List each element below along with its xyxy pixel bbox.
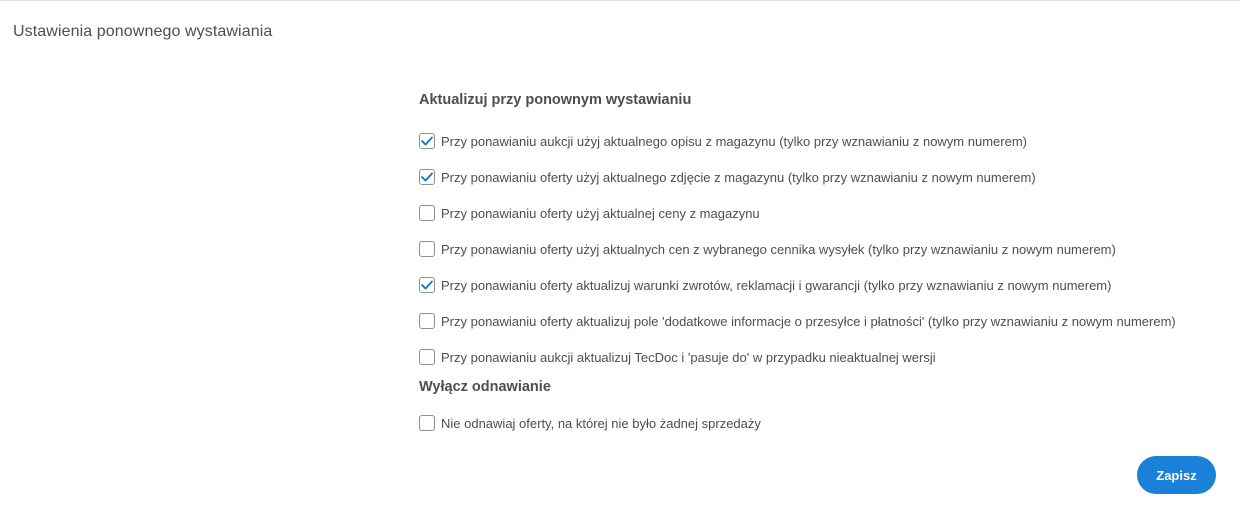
update-section-header: [419, 92, 1219, 108]
option-label: Przy ponawianiu oferty aktualizuj pole 'dodatkowe informacje o przesyłce i płatności' (tylko przy wznawianiu z nowym numerem): [441, 313, 1176, 329]
option-no-renew-without-sales[interactable]: [419, 405, 1219, 441]
option-label: Przy ponawianiu oferty użyj aktualnego zdjęcie z magazynu (tylko przy wznawianiu z nowym numerem): [441, 169, 1036, 185]
option-label: Przy ponawianiu aukcji aktualizuj TecDoc i 'pasuje do' w przypadku nieaktualnej wersji: [441, 349, 936, 365]
checkbox-no-renew-without-sales[interactable]: [419, 415, 435, 431]
option-update-price[interactable]: [419, 195, 1219, 231]
option-label: Nie odnawiaj oferty, na której nie było żadnej sprzedaży: [441, 415, 761, 431]
disable-section-title: Wyłącz odnawianie: [419, 379, 551, 395]
option-update-additional-info[interactable]: [419, 303, 1219, 339]
update-section-title: Aktualizuj przy ponownym wystawianiu: [419, 92, 692, 108]
option-label: Przy ponawianiu oferty aktualizuj warunki zwrotów, reklamacji i gwarancji (tylko przy wznawianiu z nowym numerem): [441, 277, 1112, 293]
checkbox-update-image[interactable]: [419, 169, 435, 185]
option-update-shipping-prices[interactable]: [419, 231, 1219, 267]
check-icon: [421, 172, 433, 182]
checkbox-update-tecdoc[interactable]: [419, 349, 435, 365]
save-button[interactable]: Zapisz: [1137, 456, 1216, 494]
page-title: Ustawienia ponownego wystawiania: [13, 23, 273, 40]
option-update-image[interactable]: [419, 159, 1219, 195]
checkbox-update-description[interactable]: [419, 133, 435, 149]
option-update-description[interactable]: [419, 123, 1219, 159]
check-icon: [421, 280, 433, 290]
option-label: Przy ponawianiu oferty użyj aktualnych cen z wybranego cennika wysyłek (tylko przy wznawianiu z nowym numerem): [441, 241, 1116, 257]
disable-section-header: [419, 379, 1219, 395]
option-label: Przy ponawianiu aukcji użyj aktualnego opisu z magazynu (tylko przy wznawianiu z nowym numerem): [441, 133, 1027, 149]
checkbox-update-shipping-prices[interactable]: [419, 241, 435, 257]
check-icon: [421, 136, 433, 146]
checkbox-update-price[interactable]: [419, 205, 435, 221]
option-label: Przy ponawianiu oferty użyj aktualnej ceny z magazynu: [441, 205, 760, 221]
checkbox-update-return-terms[interactable]: [419, 277, 435, 293]
checkbox-update-additional-info[interactable]: [419, 313, 435, 329]
disable-options-list: [419, 405, 1219, 441]
option-update-tecdoc[interactable]: [419, 339, 1219, 375]
update-options-list: [419, 123, 1219, 375]
option-update-return-terms[interactable]: [419, 267, 1219, 303]
